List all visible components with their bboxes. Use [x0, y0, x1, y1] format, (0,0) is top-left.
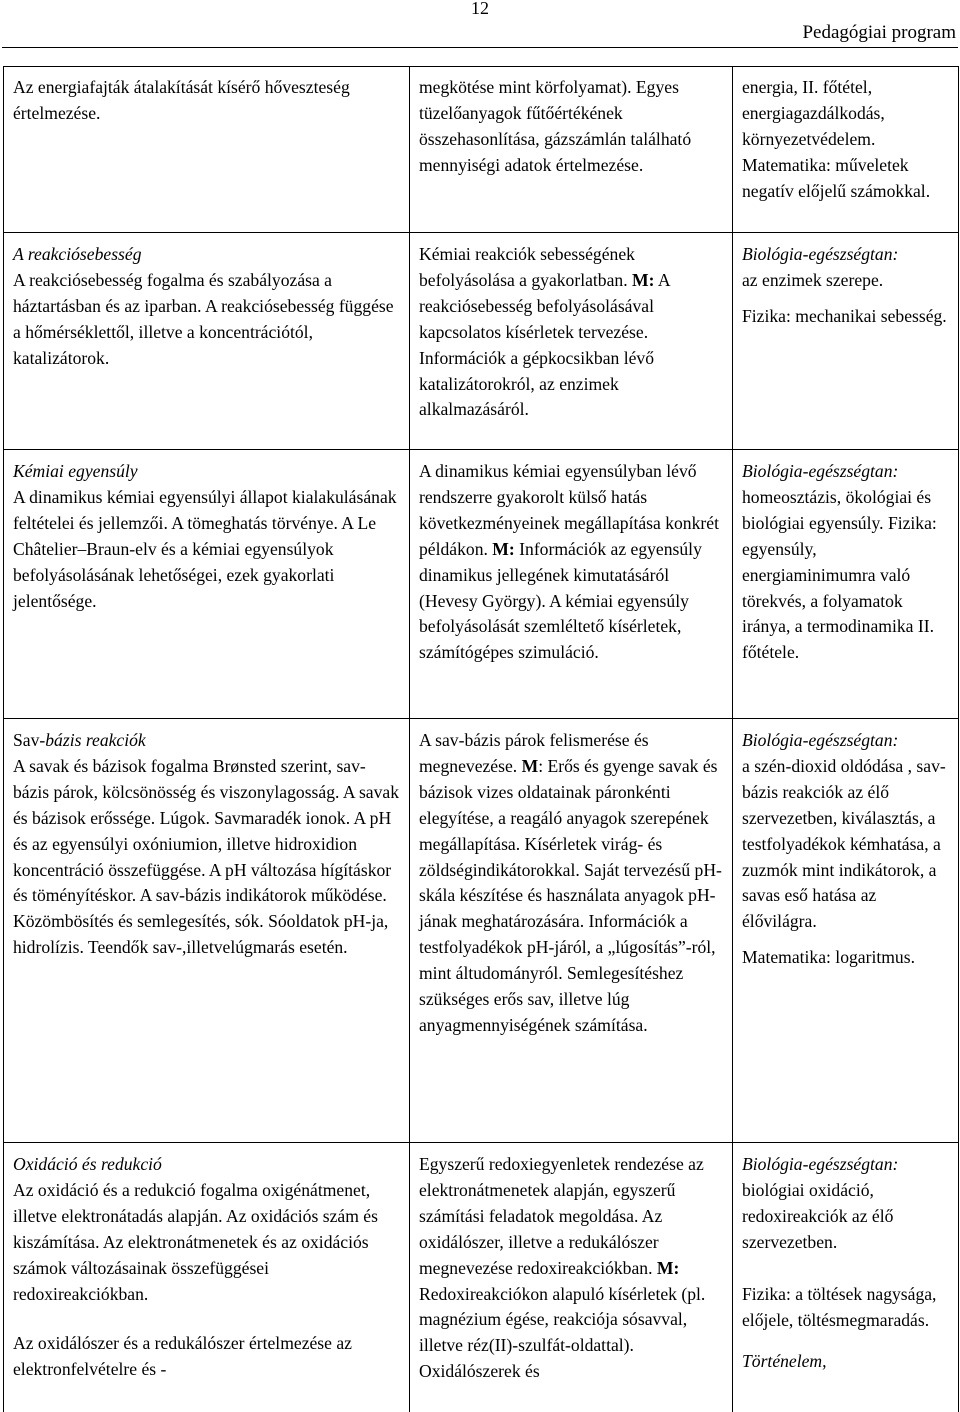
topic-text: A savak és bázisok fogalma Brønsted szerint, sav-bázis párok, kölcsönösség és viszonylagosság. A savak és bázisok erőssége. Lúgok. Savmaradék ionok. A pH és az egyensúlyi oxóniumion, illetve hidroxidion koncentráció összefüggése. A pH változása hígításkor és töményítéskor. A sav-bázis indikátorok működése. Közömbösítés és semlegesítés, sók. Sóoldatok pH-ja, hidrolízis. Teendők sav-,illetvelúgmarás esetén. — [13, 755, 400, 958]
topic-title: Kémiai egyensúly — [13, 461, 138, 481]
link-text: biológiai oxidáció, redoxireakciók az élő szervezetben. — [742, 1179, 894, 1252]
topic-title: A reakciósebesség — [13, 244, 142, 264]
topic-cell — [4, 450, 410, 719]
link-text: Fizika: a töltések nagysága, előjele, töltésmegmaradás. — [742, 1283, 937, 1330]
method-text: A reakciósebesség befolyásolásával kapcsolatos kísérletek tervezése. Információk a gépkocsikban lévő katalizátorokról, az enzimek alkalmazásáról. — [419, 269, 670, 420]
table-row — [4, 1143, 959, 1412]
topic-title: Oxidáció és redukció — [13, 1154, 162, 1174]
link-text: a szén-dioxid oldódása , sav-bázis reakciók az élő szervezetben, kiválasztás, a testfolyadékok kémhatása, a zuzmók mint indikátorok, a savas eső hatása az élővilágra. — [742, 755, 946, 932]
page-header-title: Pedagógiai program — [802, 22, 956, 43]
topic-cell — [4, 67, 410, 233]
link-cell — [733, 67, 959, 233]
link-text: energia, II. főtétel, energiagazdálkodás, környezetvédelem. Matematika: műveletek negatív előjelű számokkal. — [742, 77, 931, 201]
method-text: : Erős és gyenge savak és bázisok vizes oldatainak páronkénti elegyítése, a reagáló anyagok szerepének megállapítása. Kísérletek virág- és zöldségindikátorokkal. Saját tervezésű pH-skála készítése és használata anyagok pH-jának meghatározására. Információk a testfolyadékok pH-járól, a „lúgosítás”-ról, mint áltudományról. Semlegesítéshez szükséges erős sav, illetve lúg anyagmennyiségének számítása. — [419, 755, 722, 1035]
activity-cell — [410, 1143, 733, 1412]
link-cell — [733, 450, 959, 719]
topic-cell — [4, 719, 410, 1143]
link-cell — [733, 233, 959, 450]
method-label: M — [521, 755, 539, 776]
topic-cell — [4, 233, 410, 450]
method-label: M: — [656, 1257, 680, 1278]
link-text: az enzimek szerepe. — [742, 269, 884, 290]
page-number: 12 — [471, 0, 489, 18]
subject-label: Biológia-egészségtan: — [742, 730, 899, 750]
activity-cell — [410, 67, 733, 233]
subject-label: Történelem, — [742, 1351, 827, 1372]
activity-text: A dinamikus kémiai egyensúlyban lévő rendszerre gyakorolt külső hatás következményeinek megállapítása konkrét példákon. — [419, 461, 719, 559]
subject-label: Biológia-egészségtan: — [742, 461, 899, 481]
link-cell — [733, 719, 959, 1143]
activity-text: Egyszerű redoxiegyenletek rendezése az elektronátmenetek alapján, egyszerű számítási feladatok megoldása. Az oxidálószer, illetve a redukálószer megnevezése redoxireakciókban. — [419, 1154, 704, 1278]
method-text: Redoxireakciókon alapuló kísérletek (pl. magnézium égése, reakciója sósavval, illetve réz(II)-szulfát-oldattal). Oxidálószerek és — [419, 1283, 706, 1382]
table-row — [4, 67, 959, 233]
header-rule — [2, 47, 958, 48]
table-row — [4, 233, 959, 450]
method-label: M: — [632, 269, 655, 290]
activity-text: megkötése mint körfolyamat). Egyes tüzelőanyagok fűtőértékének összehasonlítása, gázszámlán található mennyiségi adatok értelmezése. — [419, 77, 692, 175]
link-text: Fizika: mechanikai sebesség. — [742, 305, 947, 326]
method-label: M: — [492, 538, 515, 559]
subject-label: Biológia-egészségtan: — [742, 1154, 899, 1174]
topic-text: Az oxidáció és a redukció fogalma oxigénátmenet, illetve elektronátadás alapján. Az oxidációs szám és kiszámítása. Az elektronátmenetek és az oxidációs számok változásainak összefüggései redoxireakciókban. — [13, 1179, 378, 1304]
link-cell — [733, 1143, 959, 1412]
curriculum-table — [3, 66, 959, 1412]
activity-text: A sav-bázis párok felismerése és megnevezése. — [419, 730, 649, 776]
method-text: Információk az egyensúly dinamikus jellegének kimutatásáról (Hevesy György). A kémiai egyensúly befolyásolását szemléltető kísérletek, számítógépes szimuláció. — [419, 538, 702, 663]
subject-label: Biológia-egészségtan: — [742, 244, 899, 264]
link-text: Matematika: logaritmus. — [742, 947, 915, 968]
topic-text: Az oxidálószer és a redukálószer értelmezése az elektronfelvételre és - — [13, 1333, 352, 1380]
activity-cell — [410, 233, 733, 450]
table-row — [4, 450, 959, 719]
topic-title-italic: bázis reakciók — [45, 730, 146, 750]
topic-cell — [4, 1143, 410, 1412]
table-row — [4, 719, 959, 1143]
activity-cell — [410, 719, 733, 1143]
topic-text: Az energiafajták átalakítását kísérő hőveszteség értelmezése. — [13, 77, 350, 123]
topic-title: Sav- — [13, 730, 46, 750]
topic-text: A reakciósebesség fogalma és szabályozása a háztartásban és az iparban. A reakciósebesség függése a hőmérséklettől, illetve a koncentrációtól, katalizátorok. — [13, 269, 394, 368]
activity-text: Kémiai reakciók sebességének befolyásolása a gyakorlatban. — [419, 244, 635, 290]
link-text: homeosztázis, ökológiai és biológiai egyensúly. Fizika: egyensúly, energiaminimumra való törekvés, a folyamatok iránya, a termodinamika II. főtétele. — [742, 486, 937, 663]
topic-text: A dinamikus kémiai egyensúlyi állapot kialakulásának feltételei és jellemzői. A tömeghatás törvénye. A Le Châtelier–Braun-elv és a kémiai egyensúlyok befolyásolásának lehetőségei, ezek gyakorlati jelentősége. — [13, 486, 397, 611]
activity-cell — [410, 450, 733, 719]
